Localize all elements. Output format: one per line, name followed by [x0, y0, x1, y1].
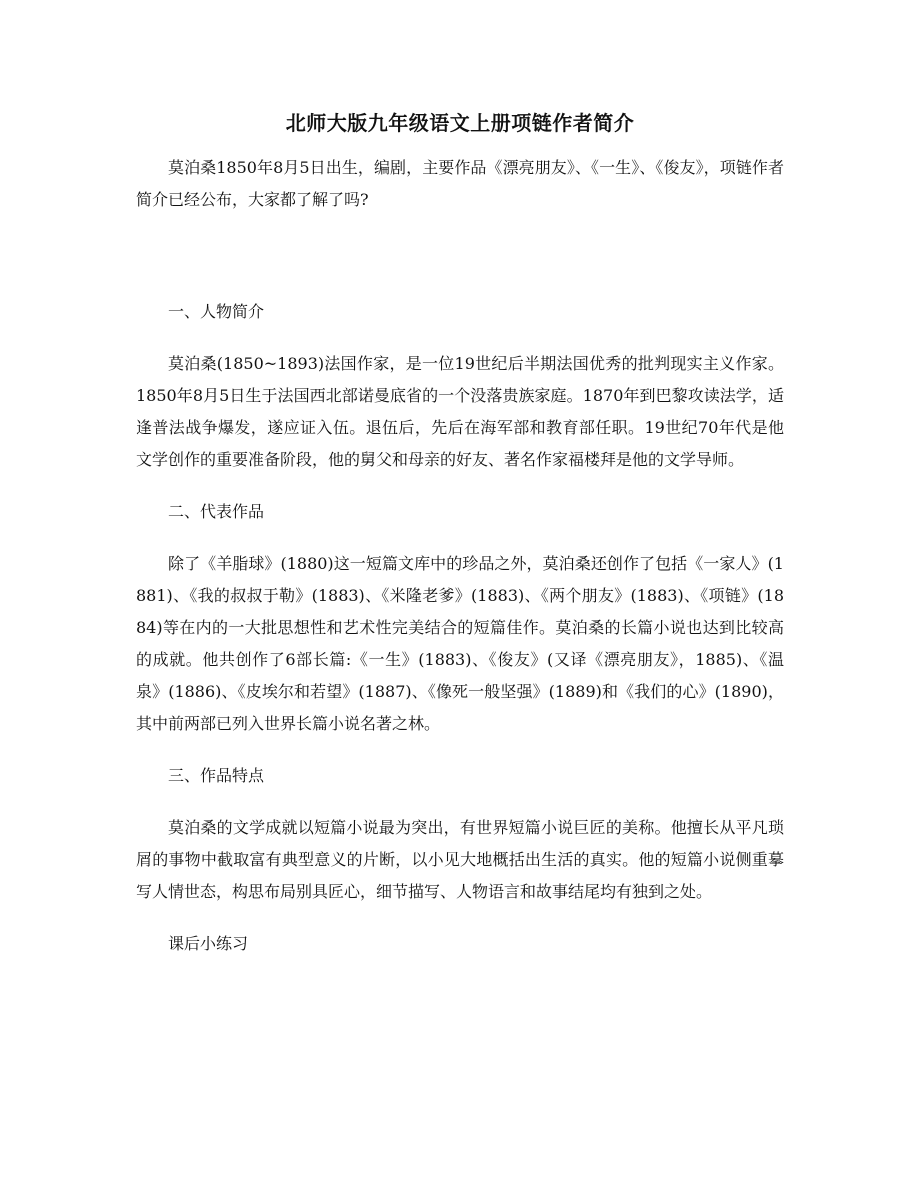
section-body-works: 除了《羊脂球》(1880)这一短篇文库中的珍品之外，莫泊桑还创作了包括《一家人》(1881)、《我的叔叔于勒》(1883)、《米隆老爹》(1883)、《两个朋友》(1883)、《项链》(1884)等在内的一大批思想性和艺术性完美结合的短篇佳作。莫泊桑的长篇小说也达到比较高的成就。他共创作了6部长篇:《一生》(1883)、《俊友》(又译《漂亮朋友》，1885)、《温泉》(1886)、《皮埃尔和若望》(1887)、《像死一般坚强》(1889)和《我们的心》(1890)，其中前两部已列入世界长篇小说名著之林。	[136, 554, 784, 733]
section-body-features: 莫泊桑的文学成就以短篇小说最为突出，有世界短篇小说巨匠的美称。他擅长从平凡琐屑的事物中截取富有典型意义的片断，以小见大地概括出生活的真实。他的短篇小说侧重摹写人情世态，构思布局别具匠心，细节描写、人物语言和故事结尾均有独到之处。	[136, 818, 784, 901]
exercise-heading: 课后小练习	[168, 934, 249, 953]
section-heading-works: 二、代表作品	[168, 502, 265, 521]
section-heading-features: 三、作品特点	[168, 766, 265, 785]
section-heading-profile: 一、人物简介	[168, 302, 265, 321]
section-body-profile: 莫泊桑(1850~1893)法国作家，是一位19世纪后半期法国优秀的批判现实主义作家。1850年8月5日生于法国西北部诺曼底省的一个没落贵族家庭。1870年到巴黎攻读法学，适逢普法战争爆发，遂应证入伍。退伍后，先后在海军部和教育部任职。19世纪70年代是他文学创作的重要准备阶段，他的舅父和母亲的好友、著名作家福楼拜是他的文学导师。	[136, 354, 784, 469]
spacer	[136, 216, 784, 296]
intro-paragraph: 莫泊桑1850年8月5日出生，编剧，主要作品《漂亮朋友》、《一生》、《俊友》，项链作者简介已经公布，大家都了解了吗?	[136, 158, 784, 209]
document-page	[136, 108, 784, 960]
document-title: 北师大版九年级语文上册项链作者简介	[285, 111, 635, 135]
